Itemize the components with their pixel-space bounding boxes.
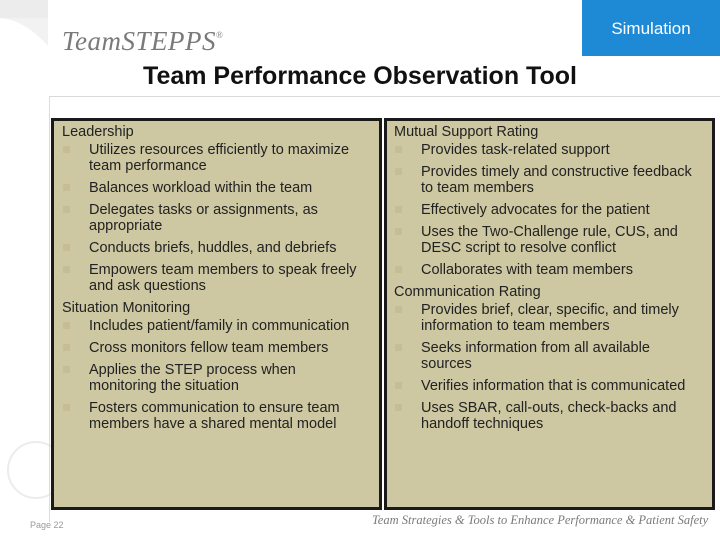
- square-bullet-icon: [395, 382, 402, 389]
- section-heading: Mutual Support Rating: [394, 124, 539, 140]
- list-item: Conducts briefs, huddles, and debriefs: [62, 240, 362, 256]
- section-heading: Communication Rating: [394, 284, 541, 300]
- square-bullet-icon: [395, 306, 402, 313]
- square-bullet-icon: [395, 168, 402, 175]
- left-content: [62, 124, 362, 438]
- list-item: Collaborates with team members: [394, 262, 694, 278]
- right-content: [394, 124, 694, 438]
- square-bullet-icon: [395, 266, 402, 273]
- logo-text: TeamSTEPPS: [62, 26, 217, 56]
- list-item: Utilizes resources efficiently to maximize team performance: [62, 142, 362, 174]
- list-item: Provides task-related support: [394, 142, 694, 158]
- square-bullet-icon: [395, 146, 402, 153]
- list-item: Empowers team members to speak freely and ask questions: [62, 262, 362, 294]
- section-heading: Situation Monitoring: [62, 300, 191, 316]
- list-item: Balances workload within the team: [62, 180, 362, 196]
- square-bullet-icon: [63, 244, 70, 251]
- square-bullet-icon: [395, 344, 402, 351]
- list-item: Cross monitors fellow team members: [62, 340, 362, 356]
- square-bullet-icon: [63, 184, 70, 191]
- list-item: Uses the Two-Challenge rule, CUS, and DESC script to resolve conflict: [394, 224, 694, 256]
- header-divider: [50, 96, 720, 97]
- page-title: Team Performance Observation Tool: [143, 62, 577, 90]
- simulation-tab: [582, 0, 720, 56]
- square-bullet-icon: [63, 206, 70, 213]
- square-bullet-icon: [63, 404, 70, 411]
- square-bullet-icon: [395, 404, 402, 411]
- square-bullet-icon: [395, 228, 402, 235]
- logo-registered-mark: ®: [216, 30, 224, 40]
- list-item: Delegates tasks or assignments, as appropriate: [62, 202, 362, 234]
- list-item: Fosters communication to ensure team members have a shared mental model: [62, 400, 362, 432]
- square-bullet-icon: [63, 366, 70, 373]
- list-item: Provides brief, clear, specific, and timely information to team members: [394, 302, 694, 334]
- list-item: Provides timely and constructive feedback to team members: [394, 164, 694, 196]
- list-item: Includes patient/family in communication: [62, 318, 362, 334]
- tab-label: Simulation: [611, 19, 691, 38]
- list-item: Applies the STEP process when monitoring the situation: [62, 362, 362, 394]
- square-bullet-icon: [63, 266, 70, 273]
- list-item: Uses SBAR, call-outs, check-backs and handoff techniques: [394, 400, 694, 432]
- square-bullet-icon: [63, 146, 70, 153]
- list-item: Seeks information from all available sources: [394, 340, 694, 372]
- left-divider: [49, 96, 50, 522]
- footer-tagline: Team Strategies & Tools to Enhance Performance & Patient Safety: [372, 513, 709, 527]
- square-bullet-icon: [395, 206, 402, 213]
- list-item: Verifies information that is communicated: [394, 378, 694, 394]
- square-bullet-icon: [63, 344, 70, 351]
- list-item: Effectively advocates for the patient: [394, 202, 694, 218]
- section-heading: Leadership: [62, 124, 134, 140]
- square-bullet-icon: [63, 322, 70, 329]
- teamstepps-logo: [62, 26, 223, 57]
- page-number: Page 22: [30, 520, 64, 530]
